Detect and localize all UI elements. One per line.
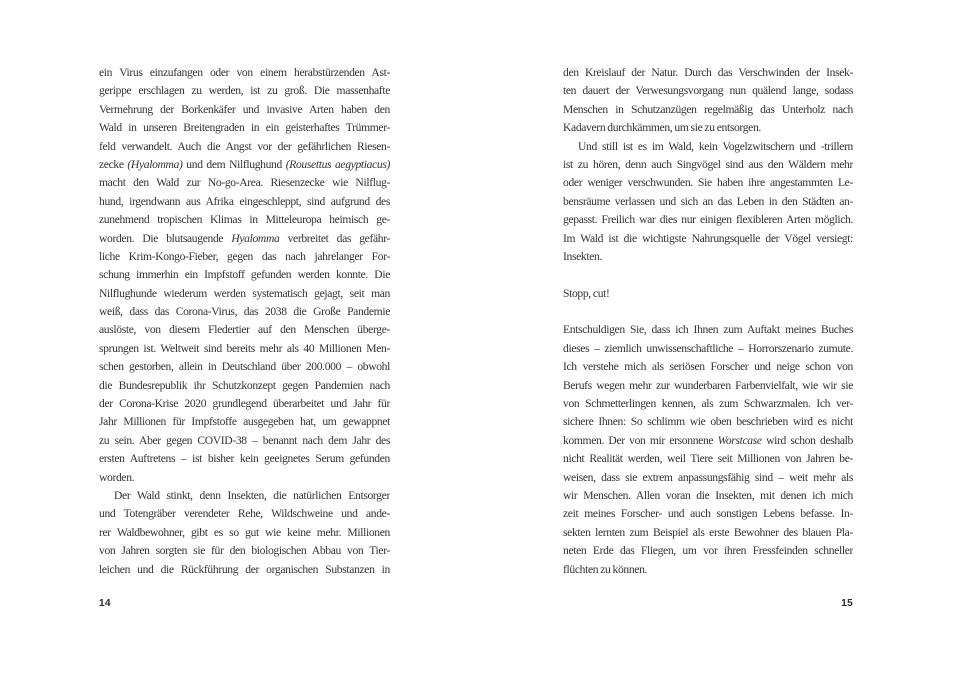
text-line	[563, 156, 853, 174]
italic-text-segment: (Hyalomma)	[127, 157, 183, 171]
text-segment: zu sein. Aber gegen COVID-38 – benannt nach dem Jahr des	[99, 433, 390, 447]
text-segment: zunehmend tropischen Klimas in Mitteleuropa heimisch ge-	[99, 213, 390, 227]
text-line	[563, 377, 853, 395]
text-line	[99, 174, 390, 192]
text-line	[99, 469, 390, 487]
text-segment: Insekten.	[563, 249, 603, 263]
text-segment: Jahr Millionen für Impfstoffe ausgegeben hat, um gewappnet	[99, 415, 390, 429]
text-line	[563, 487, 853, 505]
text-line	[563, 469, 853, 487]
text-segment: und dem Nilflughund	[182, 157, 286, 171]
text-segment: Nilflughunde wiederum werden systematisch gejagt, seit man	[99, 286, 390, 300]
page-number-left: 14	[99, 598, 111, 609]
text-segment: Wald in unseren Breitengraden in ein geisterhaftes Trümmer-	[99, 121, 390, 135]
text-segment: von Jahren sorgten sie für den biologischen Abbau von Tier-	[99, 544, 390, 558]
text-line	[563, 248, 853, 266]
text-line	[99, 561, 390, 579]
text-line	[99, 101, 390, 119]
text-segment: feld verwandelt. Auch die Angst vor der gefährlichen Riesen-	[99, 139, 390, 153]
text-line	[99, 64, 390, 82]
text-line	[563, 321, 853, 339]
text-segment: und Totengräber verendeter Rehe, Wildschweine und ande-	[99, 507, 390, 521]
text-segment: sekten lernten zum Beispiel als erste Bewohner des blauen Pla-	[563, 525, 853, 539]
text-line	[563, 138, 853, 156]
text-segment: oder weniger verschwunden. Sie haben ihre angestammten Le-	[563, 176, 853, 190]
text-segment: wir Menschen. Allen voran die Insekten, mit denen ich mich	[563, 488, 853, 502]
text-segment: Im Wald ist die wichtigste Nahrungsquelle der Vögel versiegt:	[563, 231, 853, 245]
italic-text-segment: Hyalomma	[231, 231, 280, 245]
italic-text-segment: Worstcase	[717, 433, 762, 447]
text-line	[563, 230, 853, 248]
text-segment: liche Krim-Kongo-Fieber, gegen das nach jahrelanger For-	[99, 249, 390, 263]
text-segment: sprungen ist. Weltweit sind bereits mehr als 40 Millionen Men-	[99, 341, 390, 355]
text-segment: den Kreislauf der Natur. Durch das Verschwinden der Insek-	[563, 66, 853, 79]
text-line	[563, 340, 853, 358]
text-segment: nicht Realität werden, weil Tiere seit Millionen von Jahren be-	[563, 452, 853, 466]
text-segment: flüchten zu können.	[563, 562, 648, 576]
text-line	[99, 340, 390, 358]
text-line	[99, 266, 390, 284]
text-segment: Menschen in Schutzanzügen regelmäßig das Unterholz nach	[563, 102, 853, 116]
text-segment: der Corona-Krise 2020 grundlegend überarbeitet und Jahr für	[99, 397, 390, 411]
text-segment: von Schmetterlingen kennen, als zum Schwarzmalen. Ich ver-	[563, 397, 853, 411]
text-line	[99, 82, 390, 100]
text-segment: wird schon deshalb	[761, 433, 853, 447]
text-line	[99, 193, 390, 211]
text-line	[99, 432, 390, 450]
text-line	[99, 542, 390, 560]
text-segment: worden. Die blutsaugende	[99, 231, 232, 245]
text-line	[563, 413, 853, 431]
text-line	[99, 450, 390, 468]
text-line	[563, 101, 853, 119]
text-segment: Und still ist es im Wald, kein Vogelzwitschern und -trillern	[578, 139, 853, 153]
text-line	[563, 64, 853, 82]
text-segment: dieses – ziemlich unwissenschaftliche – Horrorszenario zumute.	[563, 341, 853, 355]
text-line	[99, 505, 390, 523]
text-line	[99, 248, 390, 266]
text-segment: Der Wald stinkt, denn Insekten, die natürlichen Entsorger	[114, 488, 390, 502]
text-line	[563, 524, 853, 542]
text-line	[99, 377, 390, 395]
text-line	[563, 432, 853, 450]
text-line	[563, 174, 853, 192]
page-number-right: 15	[841, 598, 853, 609]
blank-line	[563, 303, 853, 321]
text-segment: Kadavern durchkämmen, um sie zu entsorgen.	[563, 121, 761, 135]
text-segment: sichere Ihnen: So schlimm wie oben beschrieben wird es nicht	[563, 415, 853, 429]
text-line	[99, 321, 390, 339]
page-text-column-left	[99, 64, 390, 579]
text-segment: schen gestorben, allein in Deutschland über 200.000 – obwohl	[99, 360, 390, 374]
text-segment: rer Waldbewohner, gibt es so gut wie keine mehr. Millionen	[99, 525, 390, 539]
text-line	[99, 138, 390, 156]
text-line	[563, 358, 853, 376]
text-segment: schung immerhin ein Impfstoff gefunden werden konnte. Die	[99, 268, 390, 282]
text-segment: auslöste, von diesem Fledertier auf den Menschen überge-	[99, 323, 390, 337]
text-line	[99, 285, 390, 303]
text-line	[563, 285, 853, 303]
text-line	[99, 358, 390, 376]
text-segment: weisen, dass sie extrem anpassungsfähig sind – weit mehr als	[563, 470, 853, 484]
page-text-column-right	[563, 64, 853, 579]
blank-line	[563, 266, 853, 284]
text-line	[99, 524, 390, 542]
text-segment: gerippe erschlagen zu werden, ist zu groß. Die massenhafte	[99, 84, 390, 98]
text-line	[563, 395, 853, 413]
text-segment: neten Erde das Fliegen, um vor ihren Fressfeinden schneller	[563, 544, 853, 558]
text-line	[99, 303, 390, 321]
text-segment: hund, irgendwann aus Afrika eingeschleppt, sind aufgrund des	[99, 194, 390, 208]
text-segment: Berufs wegen mehr zur wunderbaren Farbenvielfalt, wie wir sie	[563, 378, 853, 392]
text-segment: Entschuldigen Sie, dass ich Ihnen zum Auftakt meines Buches	[563, 323, 853, 337]
text-line	[563, 505, 853, 523]
text-segment: Ich verstehe mich als seriösen Forscher und neige schon von	[563, 360, 853, 374]
text-line	[99, 211, 390, 229]
text-segment: ein Virus einzufangen oder von einem herabstürzenden Ast-	[99, 66, 390, 79]
text-segment: worden.	[99, 470, 135, 484]
text-line	[563, 211, 853, 229]
text-line	[563, 542, 853, 560]
text-segment: ersten Auftretens – ist bisher kein geeignetes Serum gefunden	[99, 452, 390, 466]
text-line	[99, 230, 390, 248]
text-segment: leichen und die Rückführung der organischen Substanzen in	[99, 562, 390, 576]
text-line	[99, 413, 390, 431]
text-segment: macht den Wald zur No-go-Area. Riesenzecke wie Nilflug-	[99, 176, 390, 190]
text-segment: gepasst. Freilich war dies nur einigen flexibleren Arten möglich.	[563, 213, 853, 227]
text-line	[99, 119, 390, 137]
text-segment: die Bundesrepublik ihr Schutzkonzept gegen Pandemien nach	[99, 378, 390, 392]
text-segment: zeit meines Forscher- und auch sonstigen Lebens befasse. In-	[563, 507, 853, 521]
text-segment: verbreitet das gefähr-	[279, 231, 390, 245]
text-segment: zecke	[99, 157, 128, 171]
text-segment: ist zu hören, denn auch Singvögel sind aus den Wäldern mehr	[563, 157, 853, 171]
text-segment: bensräume verlassen und sich an das Leben in den Städten an-	[563, 194, 853, 208]
text-line	[99, 395, 390, 413]
italic-text-segment: (Rousettus aegyptiacus)	[285, 157, 390, 171]
text-segment: Stopp, cut!	[563, 286, 610, 300]
text-line	[563, 193, 853, 211]
text-line	[563, 119, 853, 137]
text-line	[563, 450, 853, 468]
text-segment: weiß, dass das Corona-Virus, das 2038 die Große Pandemie	[99, 305, 390, 319]
text-segment: Vermehrung der Borkenkäfer und invasive Arten haben den	[99, 102, 390, 116]
text-segment: kommen. Der von mir ersonnene	[563, 433, 718, 447]
text-line	[563, 82, 853, 100]
text-line	[99, 487, 390, 505]
text-line	[99, 156, 390, 174]
text-line	[563, 561, 853, 579]
text-segment: ten dauert der Verwesungsvorgang nun quälend lange, sodass	[563, 84, 853, 98]
